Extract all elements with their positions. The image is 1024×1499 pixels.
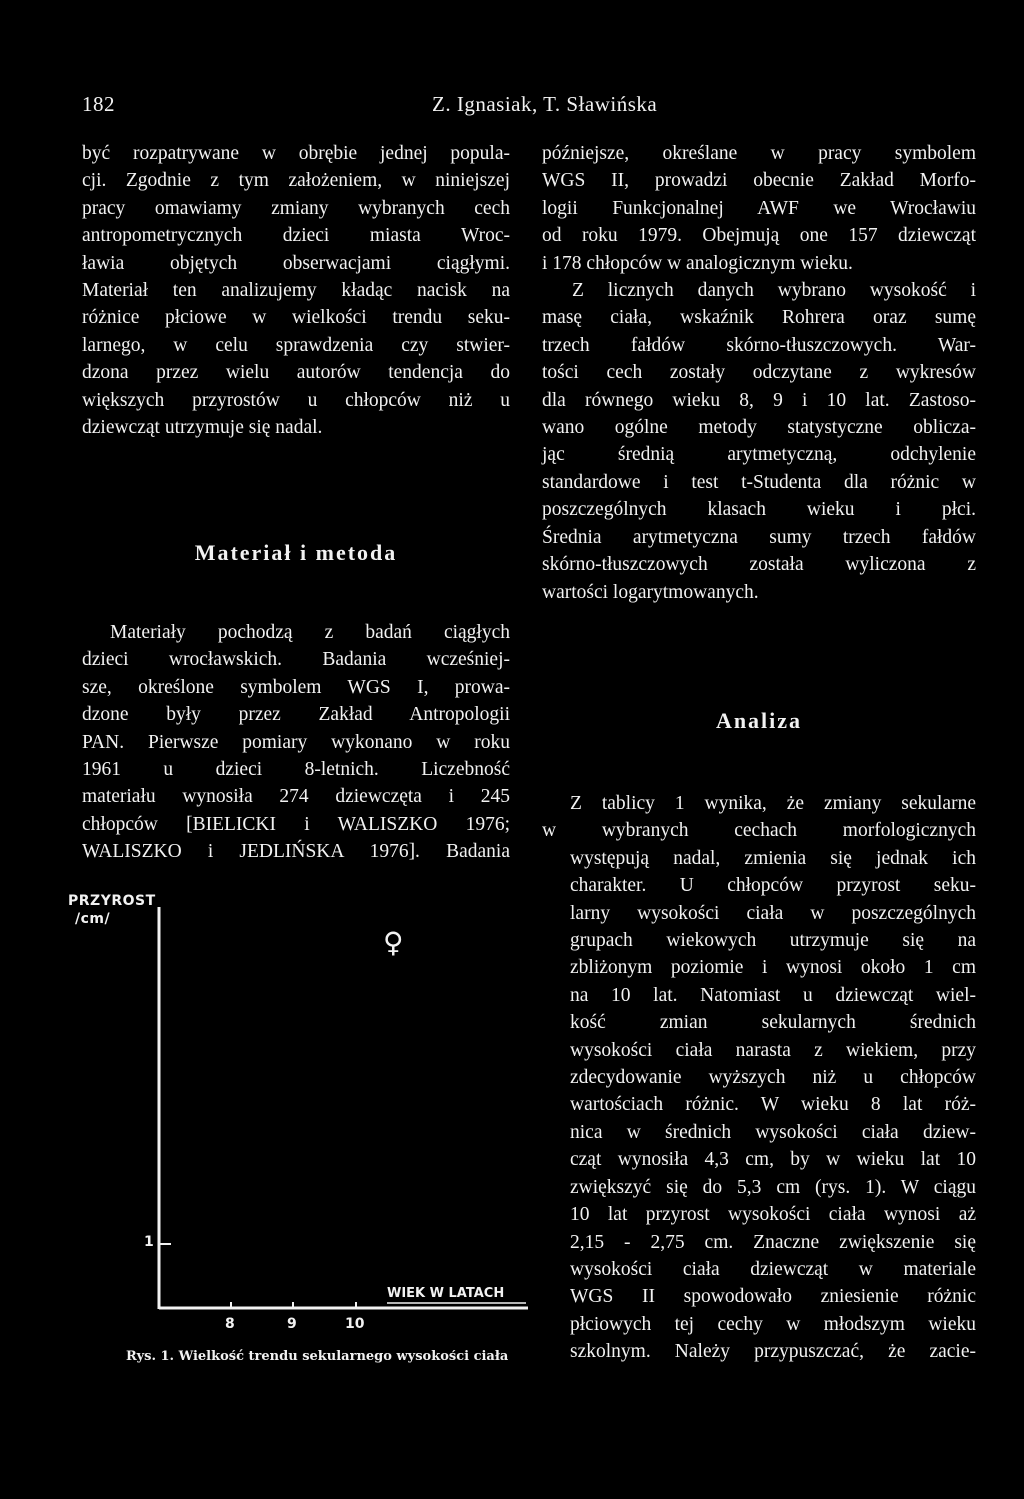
text-line: masę ciała, wskaźnik Rohrera oraz sumę bbox=[542, 307, 976, 329]
text-line: Z tablicy 1 wynika, że zmiany sekularne bbox=[570, 793, 976, 814]
text-line: zdecydowanie wyższych niż u chłopców bbox=[570, 1067, 976, 1089]
text-line: jąc średnią arytmetyczną, odchylenie bbox=[542, 444, 976, 466]
section-heading-material: Materiał i metoda bbox=[194, 540, 398, 565]
text-line: cji. Zgodnie z tym założeniem, w niniejszej bbox=[82, 170, 510, 192]
text-line: grupach wiekowych utrzymuje się na bbox=[570, 930, 976, 952]
text-line: dzona przez wielu autorów tendencja do bbox=[82, 362, 510, 384]
text-line: Z licznych danych wybrano wysokość i bbox=[572, 280, 976, 302]
text-line: larny wysokości ciała w poszczególnych bbox=[570, 902, 976, 924]
text-line: szkolnym. Należy przypuszczać, że zacie- bbox=[570, 1341, 976, 1363]
text-line: być rozpatrywane w obrębie jednej popula- bbox=[82, 143, 510, 164]
text-line: poszczególnych klasach wieku i płci. bbox=[542, 499, 976, 521]
text-line: skórno-tłuszczowych została wyliczona z bbox=[542, 554, 976, 576]
x-tick-label: 9 bbox=[287, 1316, 297, 1332]
text-line: WGS II spowodowało zniesienie różnic bbox=[570, 1286, 976, 1308]
right-paragraph bbox=[542, 140, 976, 606]
text-line: późniejsze, określane w pracy symbolem bbox=[542, 143, 976, 164]
section-heading-analysis: Analiza bbox=[715, 708, 803, 733]
text-line: w wybranych cechach morfologicznych bbox=[542, 820, 976, 842]
text-line: 1961 u dzieci 8-letnich. Liczebność bbox=[82, 759, 510, 781]
text-line: antropometrycznych dzieci miasta Wroc- bbox=[82, 225, 510, 247]
text-line: materiału wynosiła 274 dziewczęta i 245 bbox=[82, 786, 510, 808]
text-line: nica w średnich wysokości ciała dziew- bbox=[570, 1121, 976, 1143]
text-line: dzone były przez Zakład Antropologii bbox=[82, 704, 510, 726]
text-line: Materiały pochodzą z badań ciągłych bbox=[110, 622, 510, 643]
text-line: na 10 lat. Natomiast u dziewcząt wiel- bbox=[570, 984, 976, 1006]
text-line: dziewcząt utrzymuje się nadal. bbox=[82, 417, 323, 439]
text-line: Materiał ten analizujemy kładąc nacisk na bbox=[82, 280, 510, 302]
x-tick-label: 10 bbox=[345, 1316, 365, 1332]
text-line: wartości logarytmowanych. bbox=[542, 581, 759, 603]
text-line: wysokości ciała narasta z wiekiem, przy bbox=[570, 1039, 976, 1061]
text-line: logii Funkcjonalnej AWF we Wrocławiu bbox=[542, 197, 976, 219]
text-line: 2,15 - 2,75 cm. Znaczne zwiększenie się bbox=[570, 1231, 976, 1253]
text-line: WALISZKO i JEDLIŃSKA 1976]. Badania bbox=[82, 841, 510, 863]
text-line: płciowych tej cechy w młodszym wieku bbox=[570, 1313, 976, 1335]
text-line: sze, określone symbolem WGS I, prowa- bbox=[82, 676, 510, 698]
figure-caption: Rys. 1. Wielkość trendu sekularnego wysokości ciała bbox=[126, 1349, 509, 1364]
text-line: wartościach różnic. W wieku 8 lat róż- bbox=[570, 1094, 976, 1116]
text-line: zwiększyć się do 5,3 cm (rys. 1). W ciągu bbox=[570, 1176, 976, 1198]
text-line: larnego, w celu sprawdzenia czy stwier- bbox=[82, 334, 510, 356]
text-line: wysokości ciała dziewcząt w materiale bbox=[570, 1258, 976, 1280]
page-number: 182 bbox=[82, 92, 115, 116]
text-line: charakter. U chłopców przyrost seku- bbox=[570, 875, 976, 897]
female-symbol: ♀ bbox=[383, 926, 404, 959]
running-header-authors: Z. Ignasiak, T. Sławińska bbox=[432, 92, 658, 116]
text-line: i 178 chłopców w analogicznym wieku. bbox=[542, 252, 853, 274]
x-tick-label: 8 bbox=[225, 1316, 235, 1332]
text-line: 10 lat przyrost wysokości ciała wynosi aż bbox=[570, 1204, 976, 1226]
y-tick-label: 1 bbox=[144, 1234, 154, 1250]
text-line: Średnia arytmetyczna sumy trzech fałdów bbox=[542, 526, 976, 548]
text-line: chłopców [BIELICKI i WALISZKO 1976; bbox=[82, 813, 510, 835]
text-line: standardowe i test t-Studenta dla różnic w bbox=[542, 471, 976, 493]
text-line: dzieci wrocławskich. Badania wcześniej- bbox=[82, 649, 510, 671]
y-axis-unit: /cm/ bbox=[75, 911, 111, 927]
text-line: cząt wynosiła 4,3 cm, by w wieku lat 10 bbox=[570, 1149, 976, 1171]
text-line: wano ogólne metody statystyczne oblicza- bbox=[542, 417, 976, 439]
text-line: od roku 1979. Obejmują one 157 dziewcząt bbox=[542, 225, 976, 247]
text-line: większych przyrostów u chłopców niż u bbox=[82, 389, 510, 411]
text-line: różnice płciowe w wielkości trendu seku- bbox=[82, 307, 510, 329]
text-line: zbliżonym poziomie i wynosi około 1 cm bbox=[570, 957, 976, 979]
text-line: trzech fałdów skórno-tłuszczowych. War- bbox=[542, 334, 976, 356]
text-line: PAN. Pierwsze pomiary wykonano w roku bbox=[82, 731, 510, 753]
text-line: dla równego wieku 8, 9 i 10 lat. Zastoso- bbox=[542, 389, 976, 411]
text-line: WGS II, prowadzi obecnie Zakład Morfo- bbox=[542, 170, 976, 192]
text-line: pracy omawiamy zmiany wybranych cech bbox=[82, 197, 510, 219]
text-line: kość zmian sekularnych średnich bbox=[570, 1012, 976, 1034]
y-axis-label: PRZYROST bbox=[68, 893, 156, 909]
text-line: tości cech zostały odczytane z wykresów bbox=[542, 362, 976, 384]
x-axis-label: WIEK W LATACH bbox=[387, 1286, 505, 1301]
text-line: występują nadal, zmienia się jednak ich bbox=[570, 847, 976, 869]
right-analysis-paragraph bbox=[542, 790, 976, 1366]
text-line: ławia objętych obserwacjami ciągłymi. bbox=[82, 252, 510, 274]
